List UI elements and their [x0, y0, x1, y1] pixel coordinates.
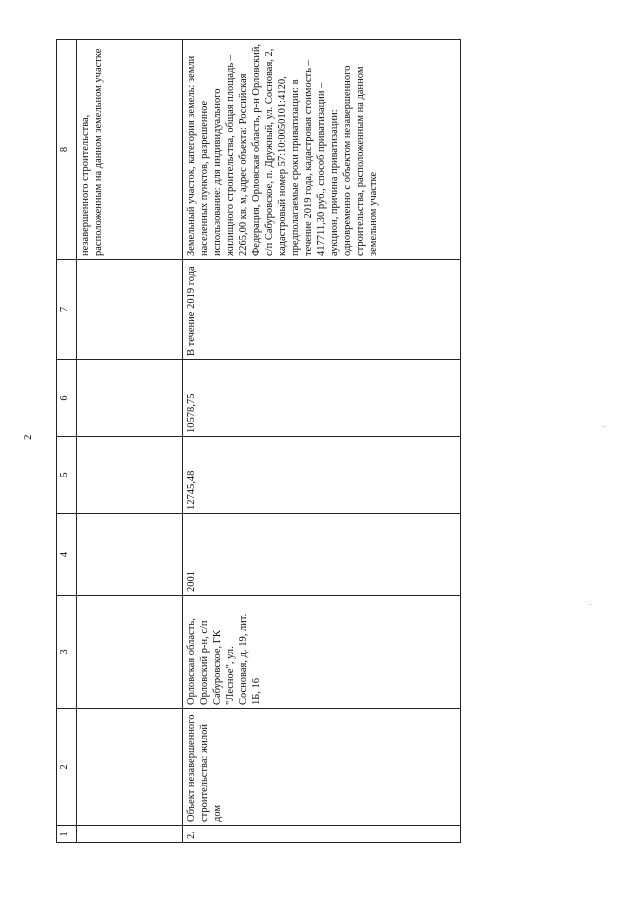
cell-notes: Земельный участок, категория земель: земли населенных пунктов, разрешенное использование: для индивидуального жилищного строительства, общая площадь – 2265,00 кв. м, адрес объекта: Российская Федерация, Орловская область, р-н Орловский, с/п Сабуровское, п. Дружный, ул. Сосновая, 2, кадастровый номер 57:10:0050101:4120, предполагаемые сроки приватизации: в течение 2019 года, кадастровая стоимость – 417711,30 руб., способ приватизации – аукцион, причина приватизации: одновременно с объектом незавершенного строительства, расположенным на данном земельном участке — [182, 40, 460, 260]
table-row — [182, 40, 460, 843]
column-number-2: 2 — [57, 709, 77, 826]
cell-year: 2001 — [182, 514, 460, 596]
cell-address — [77, 596, 183, 709]
column-number-4: 4 — [57, 514, 77, 596]
column-number-1: 1 — [57, 826, 77, 843]
column-number-5: 5 — [57, 437, 77, 514]
scan-speck — [604, 426, 605, 427]
column-number-7: 7 — [57, 260, 77, 360]
column-number-6: 6 — [57, 360, 77, 437]
cell-value-6 — [77, 360, 183, 437]
scan-speck — [590, 604, 591, 605]
table-row-continuation — [77, 40, 183, 843]
cell-value-6: 10578,75 — [182, 360, 460, 437]
column-number-8: 8 — [57, 40, 77, 260]
privatization-table — [56, 39, 461, 843]
column-number-3: 3 — [57, 596, 77, 709]
cell-address: Орловская область, Орловский р-н, с/п Сабуровское, ГК "Лесное", ул. Сосновая, д. 19, лит. 1Б, 16 — [182, 596, 460, 709]
page-number: 2 — [22, 434, 34, 440]
cell-term — [77, 260, 183, 360]
cell-number — [77, 826, 183, 843]
cell-object-name — [77, 709, 183, 826]
cell-notes: незавершенного строительства, расположенным на данном земельном участке — [77, 40, 183, 260]
cell-number: 2. — [182, 826, 460, 843]
cell-value-5: 12745,48 — [182, 437, 460, 514]
cell-year — [77, 514, 183, 596]
table-header-row — [57, 40, 77, 843]
cell-object-name: Объект незавершенного строительства: жилой дом — [182, 709, 460, 826]
cell-term: В течение 2019 года — [182, 260, 460, 360]
cell-value-5 — [77, 437, 183, 514]
